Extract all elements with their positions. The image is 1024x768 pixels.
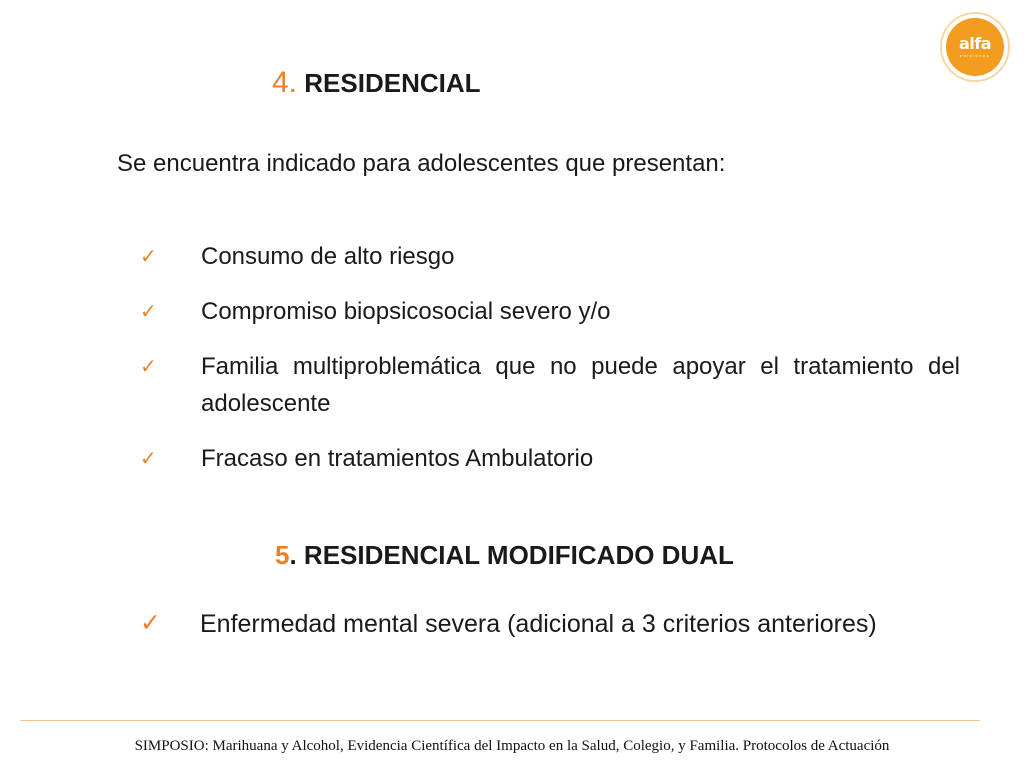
intro-text: Se encuentra indicado para adolescentes que presentan: (117, 150, 726, 177)
section-5-heading (275, 540, 734, 571)
dual-criterion-text: Enfermedad mental severa (adicional a 3 criterios anteriores) (200, 610, 877, 638)
list-item (140, 293, 960, 330)
alfa-logo (940, 12, 1010, 82)
section-4-heading (272, 66, 481, 100)
list-item-text: Compromiso biopsicosocial severo y/o (201, 298, 611, 325)
footer-text: SIMPOSIO: Marihuana y Alcohol, Evidencia Científica del Impacto en la Salud, Colegio, y Familia. Protocolos de Actuación (134, 738, 890, 754)
section-4-number: 4. (272, 66, 298, 99)
list-item-text: Fracaso en tratamientos Ambulatorio (201, 445, 594, 472)
checkmark-icon: ✓ (140, 244, 157, 268)
criteria-list (140, 238, 960, 495)
list-item (140, 348, 960, 422)
section-5-number: 5 (275, 540, 290, 570)
checkmark-icon: ✓ (140, 299, 157, 323)
section-5-title: . RESIDENCIAL MODIFICADO DUAL (289, 540, 734, 570)
logo-subtext: ediciones (959, 53, 991, 58)
logo-text: alfa (958, 34, 992, 53)
section-4-title: RESIDENCIAL (304, 68, 481, 98)
checkmark-icon: ✓ (140, 608, 161, 637)
list-item-text: Familia multiproblemática que no puede apoyar el tratamiento del adolescente (201, 353, 960, 417)
list-item-text: Consumo de alto riesgo (201, 243, 455, 270)
list-item (140, 440, 960, 477)
footer-divider (20, 720, 980, 721)
checkmark-icon: ✓ (140, 446, 157, 470)
logo-badge (946, 18, 1004, 76)
checkmark-icon: ✓ (140, 354, 157, 378)
list-item (140, 238, 960, 275)
